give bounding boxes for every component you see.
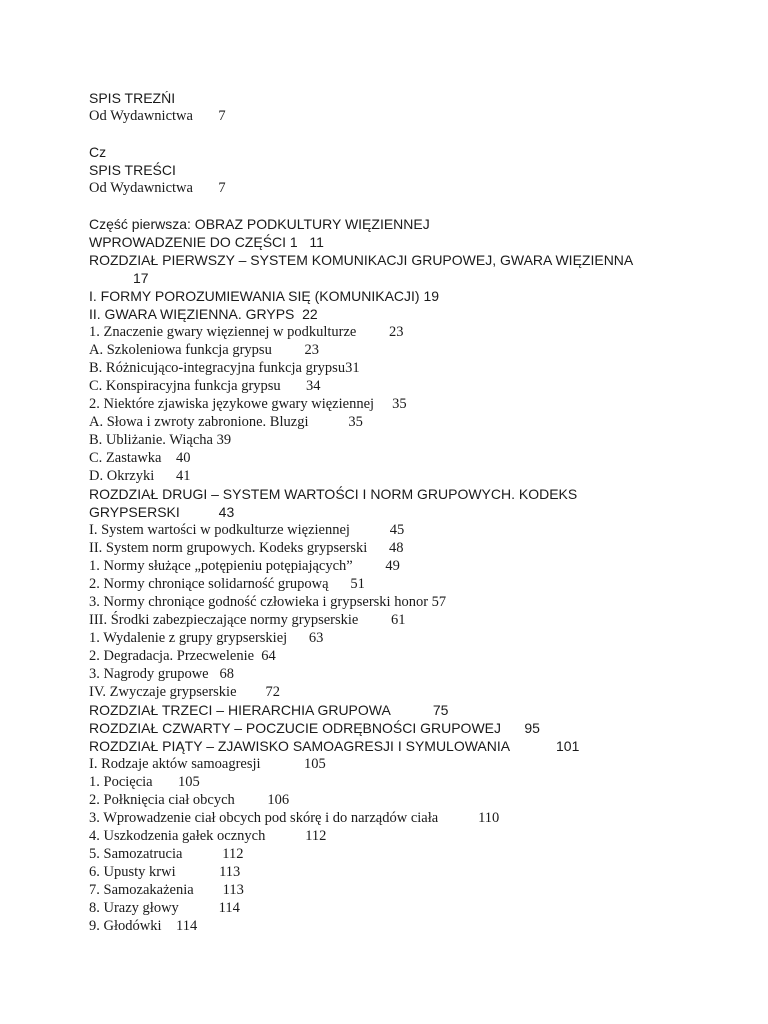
toc-line: 6. Upusty krwi 113 [89,864,241,880]
toc-line: Część pierwsza: OBRAZ PODKULTURY WIĘZIENNEJ [89,216,430,232]
toc-line: SPIS TREŚCI [89,162,176,178]
toc-line: Cz [89,144,107,160]
table-of-contents [89,89,748,935]
toc-line: 17 [133,270,149,286]
toc-line: C. Zastawka 40 [89,450,191,466]
toc-line: 5. Samozatrucia 112 [89,846,244,862]
toc-line: B. Ubliżanie. Wiącha 39 [89,432,232,448]
toc-line: II. System norm grupowych. Kodeks grypserski 48 [89,540,404,556]
toc-line: 2. Połknięcia ciał obcych 106 [89,792,290,808]
toc-line: 2. Normy chroniące solidarność grupową 51 [89,576,365,592]
toc-line: GRYPSERSKI 43 [89,504,235,520]
toc-line: 3. Nagrody grupowe 68 [89,666,234,682]
toc-line: 7. Samozakażenia 113 [89,882,244,898]
toc-line: ROZDZIAŁ DRUGI – SYSTEM WARTOŚCI I NORM GRUPOWYCH. KODEKS [89,486,578,502]
toc-line: A. Słowa i zwroty zabronione. Bluzgi 35 [89,414,363,430]
toc-line: ROZDZIAŁ TRZECI – HIERARCHIA GRUPOWA 75 [89,702,449,718]
toc-line: Od Wydawnictwa 7 [89,108,226,124]
toc-line: 3. Wprowadzenie ciał obcych pod skórę i do narządów ciała 110 [89,810,500,826]
toc-line: Od Wydawnictwa 7 [89,180,226,196]
toc-line: 2. Degradacja. Przecwelenie 64 [89,648,276,664]
toc-line: 9. Głodówki 114 [89,918,198,934]
toc-line: ROZDZIAŁ PIĄTY – ZJAWISKO SAMOAGRESJI I SYMULOWANIA 101 [89,738,580,754]
toc-line: III. Środki zabezpieczające normy grypserskie 61 [89,612,406,628]
toc-line: 1. Pocięcia 105 [89,774,200,790]
toc-line: SPIS TREZŃI [89,90,176,106]
toc-line: D. Okrzyki 41 [89,468,191,484]
toc-line: 1. Normy służące „potępieniu potępiających” 49 [89,558,400,574]
toc-line: IV. Zwyczaje grypserskie 72 [89,684,280,700]
toc-line: 2. Niektóre zjawiska językowe gwary więziennej 35 [89,396,407,412]
toc-line: II. GWARA WIĘZIENNA. GRYPS 22 [89,306,318,322]
toc-line: I. Rodzaje aktów samoagresji 105 [89,756,326,772]
blank-line [89,125,748,143]
toc-line: 4. Uszkodzenia gałek ocznych 112 [89,828,327,844]
toc-line: A. Szkoleniowa funkcja grypsu 23 [89,342,319,358]
toc-line: 3. Normy chroniące godność człowieka i grypserski honor 57 [89,594,447,610]
toc-line: ROZDZIAŁ CZWARTY – POCZUCIE ODRĘBNOŚCI GRUPOWEJ 95 [89,720,540,736]
toc-line: 1. Znaczenie gwary więziennej w podkulturze 23 [89,324,404,340]
toc-line: B. Różnicująco-integracyjna funkcja grypsu31 [89,360,360,376]
toc-line: 8. Urazy głowy 114 [89,900,240,916]
toc-line: I. System wartości w podkulturze więziennej 45 [89,522,405,538]
toc-line: ROZDZIAŁ PIERWSZY – SYSTEM KOMUNIKACJI GRUPOWEJ, GWARA WIĘZIENNA [89,252,634,268]
blank-line [89,197,748,215]
toc-line: I. FORMY POROZUMIEWANIA SIĘ (KOMUNIKACJI) 19 [89,288,440,304]
toc-line: C. Konspiracyjna funkcja grypsu 34 [89,378,321,394]
toc-line: WPROWADZENIE DO CZĘŚCI 1 11 [89,234,324,250]
toc-line: 1. Wydalenie z grupy grypserskiej 63 [89,630,324,646]
